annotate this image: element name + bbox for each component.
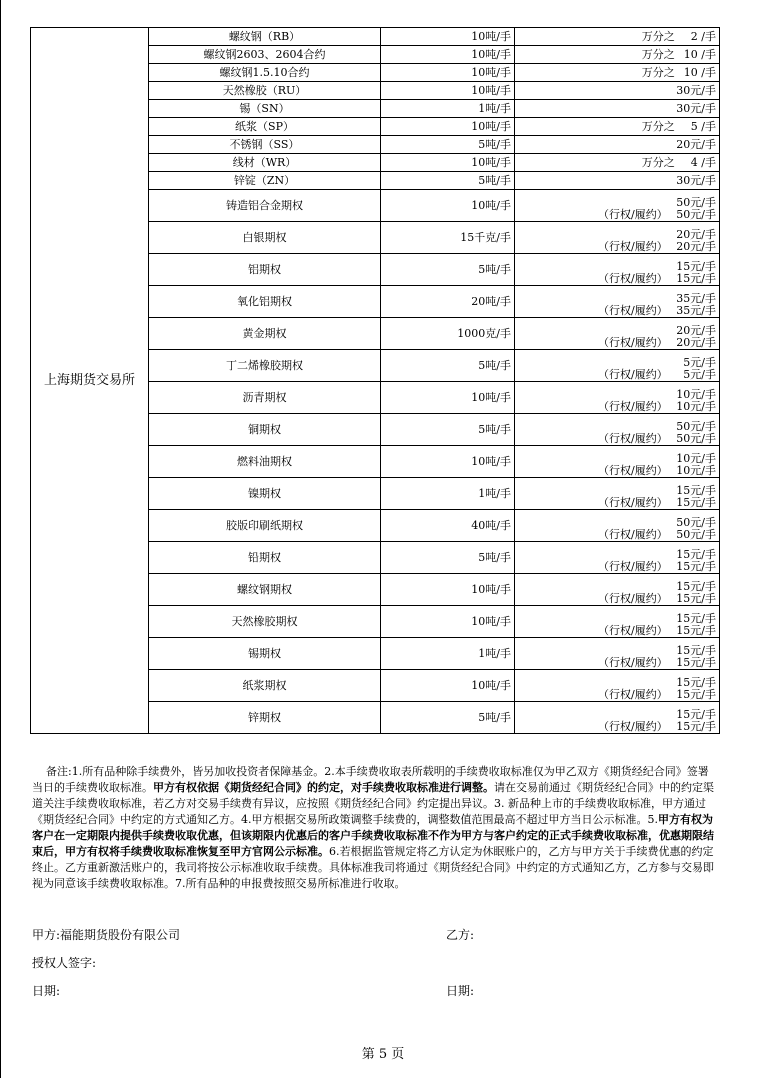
exercise-fee: 15元/手 [676,591,716,605]
fee-value: 30元/手 [676,101,716,115]
exercise-fee: 50元/手 [676,527,716,541]
option-fee-values [676,389,716,413]
exercise-label: （行权/履约） [598,495,668,509]
product-cell: 纸浆（SP） [149,118,381,136]
exercise-fee: 15元/手 [676,559,716,573]
option-fee-block [518,191,716,221]
option-fee-block [518,575,716,605]
fee-cell [515,118,720,136]
trade-fee: 15元/手 [676,643,716,657]
page-left-border [0,0,1,1078]
unit-cell: 10吨/手 [381,46,515,64]
unit-cell: 5吨/手 [381,542,515,574]
fee-cell [515,136,720,154]
date-b-label: 日期: [446,984,475,998]
fee-cell [515,542,720,574]
fee-prefix: 万分之 [641,29,675,43]
remarks-part-3: 6.若根据监管规定将乙方认定为休眠账户的，乙方与甲方关于手续费优惠的约定终止。乙方重新激活账户的，我司将按公示标准收取手续费。具体标准我司将通过《期货经纪合同》中约定的方式通知乙方，乙方参与交易即视为同意该手续费收取标准。7.所有品种的申报费按照交易所标准进行收取。 [32,845,714,890]
product-cell: 锌期权 [149,702,381,734]
exercise-fee: 5元/手 [683,367,716,381]
party-b-label: 乙方: [446,928,475,942]
remarks-bold-1: 甲方有权依据《期货经纪合同》的约定，对手续费收取标准进行调整。 [153,781,494,794]
fee-prefix: 万分之 [641,65,675,79]
product-cell: 氧化铝期权 [149,286,381,318]
exercise-fee: 15元/手 [676,655,716,669]
product-cell: 铝期权 [149,254,381,286]
option-fee-block [518,671,716,701]
product-cell: 天然橡胶（RU） [149,82,381,100]
option-fee-values [676,293,716,317]
remarks-part-2: 请在交易前通过《期货经纪合同》中的约定渠道关注手续费收取标准，若乙方对交易手续费有异议，应按照《期货经纪合同》约定提出异议。3. 新品种上市的手续费收取标准，甲方通过《期货经纪合同》中约定的方式通知乙方。4.甲方根据交易所政策调整手续费的，调整数值范围最高不超过甲方当日公示标准。5. [32,781,714,826]
option-fee-block [518,543,716,573]
product-cell: 螺纹钢期权 [149,574,381,606]
trade-fee: 35元/手 [676,291,716,305]
exercise-fee: 15元/手 [676,495,716,509]
fee-cell [515,172,720,190]
unit-cell: 10吨/手 [381,118,515,136]
product-cell: 螺纹钢（RB） [149,28,381,46]
unit-cell: 1吨/手 [381,478,515,510]
unit-cell: 20吨/手 [381,286,515,318]
trade-fee: 15元/手 [676,675,716,689]
trade-fee: 15元/手 [676,579,716,593]
option-fee-values [676,645,716,669]
exercise-label: （行权/履约） [598,655,668,669]
unit-cell: 10吨/手 [381,670,515,702]
exercise-fee: 15元/手 [676,687,716,701]
trade-fee: 50元/手 [676,419,716,433]
exercise-label: （行权/履约） [598,335,668,349]
fee-table [30,27,720,734]
fee-cell [515,382,720,414]
option-fee-block [518,319,716,349]
fee-cell [515,254,720,286]
exercise-fee: 15元/手 [676,623,716,637]
option-fee-block [518,223,716,253]
product-cell: 镍期权 [149,478,381,510]
product-cell: 螺纹钢2603、2604合约 [149,46,381,64]
fee-cell [515,28,720,46]
exercise-label: （行权/履约） [598,623,668,637]
option-fee-block [518,511,716,541]
fee-cell [515,446,720,478]
exercise-label: （行权/履约） [598,303,668,317]
trade-fee: 50元/手 [676,195,716,209]
option-fee-values [676,677,716,701]
trade-fee: 15元/手 [676,483,716,497]
product-cell: 线材（WR） [149,154,381,172]
option-fee-values [676,613,716,637]
option-fee-values [676,197,716,221]
fee-cell [515,702,720,734]
fee-suffix: /手 [701,47,716,61]
exercise-label: （行权/履约） [598,463,668,477]
exercise-label: （行权/履约） [598,431,668,445]
fee-value: 10 [683,65,698,79]
fee-cell [515,318,720,350]
fee-value: 30元/手 [676,173,716,187]
unit-cell: 10吨/手 [381,190,515,222]
option-fee-values [676,325,716,349]
fee-cell [515,414,720,446]
trade-fee: 20元/手 [676,227,716,241]
fee-value: 10 [683,47,698,61]
exercise-label: （行权/履约） [598,271,668,285]
unit-cell: 10吨/手 [381,28,515,46]
fee-suffix: /手 [701,119,716,133]
exercise-fee: 50元/手 [676,431,716,445]
option-fee-values [683,357,716,381]
fee-cell [515,670,720,702]
fee-cell [515,64,720,82]
option-fee-block [518,703,716,733]
product-cell: 锌锭（ZN） [149,172,381,190]
fee-cell [515,350,720,382]
option-fee-block [518,479,716,509]
trade-fee: 10元/手 [676,451,716,465]
page-number: 第 5 页 [361,1047,405,1062]
fee-cell [515,190,720,222]
product-cell: 黄金期权 [149,318,381,350]
fee-cell [515,574,720,606]
option-fee-values [676,485,716,509]
option-fee-block [518,639,716,669]
exchange-cell: 上海期货交易所 [31,28,149,734]
trade-fee: 15元/手 [676,547,716,561]
exercise-fee: 35元/手 [676,303,716,317]
exercise-label: （行权/履约） [598,207,668,221]
exercise-fee: 20元/手 [676,239,716,253]
option-fee-block [518,351,716,381]
exercise-fee: 10元/手 [676,463,716,477]
product-cell: 丁二烯橡胶期权 [149,350,381,382]
party-a-label: 甲方:福能期货股份有限公司 [32,928,181,942]
option-fee-values [676,517,716,541]
option-fee-values [676,709,716,733]
fee-value: 5 [690,119,698,133]
unit-cell: 40吨/手 [381,510,515,542]
product-cell: 锡（SN） [149,100,381,118]
unit-cell: 10吨/手 [381,64,515,82]
trade-fee: 5元/手 [683,355,716,369]
unit-cell: 1吨/手 [381,100,515,118]
option-fee-block [518,447,716,477]
fee-prefix: 万分之 [641,119,675,133]
fee-prefix: 万分之 [641,155,675,169]
fee-cell [515,510,720,542]
authorized-signature-label: 授权人签字: [32,956,97,970]
fee-cell [515,100,720,118]
option-fee-values [676,453,716,477]
table-row [31,28,720,46]
fee-cell [515,478,720,510]
product-cell: 铜期权 [149,414,381,446]
exercise-label: （行权/履约） [598,239,668,253]
option-fee-values [676,261,716,285]
remarks-paragraph [32,764,716,892]
exercise-label: （行权/履约） [598,559,668,573]
product-cell: 燃料油期权 [149,446,381,478]
option-fee-block [518,607,716,637]
trade-fee: 15元/手 [676,259,716,273]
unit-cell: 15千克/手 [381,222,515,254]
exercise-label: （行权/履约） [598,399,668,413]
trade-fee: 15元/手 [676,611,716,625]
option-fee-values [676,581,716,605]
fee-value: 4 [690,155,698,169]
product-cell: 胶版印刷纸期权 [149,510,381,542]
product-cell: 锡期权 [149,638,381,670]
fee-suffix: /手 [701,29,716,43]
unit-cell: 5吨/手 [381,702,515,734]
unit-cell: 1000克/手 [381,318,515,350]
exercise-fee: 50元/手 [676,207,716,221]
fee-suffix: /手 [701,155,716,169]
product-cell: 白银期权 [149,222,381,254]
unit-cell: 10吨/手 [381,382,515,414]
fee-cell [515,46,720,64]
unit-cell: 5吨/手 [381,254,515,286]
product-cell: 螺纹钢1.5.10合约 [149,64,381,82]
unit-cell: 10吨/手 [381,82,515,100]
fee-suffix: /手 [701,65,716,79]
fee-cell [515,82,720,100]
trade-fee: 50元/手 [676,515,716,529]
fee-cell [515,222,720,254]
option-fee-block [518,255,716,285]
date-a-label: 日期: [32,984,61,998]
exercise-label: （行权/履约） [598,591,668,605]
remarks-bold-2: 甲方有权为客户在一定期限内提供手续费收取优惠，但该期限内优惠后的客户手续费收取标准不作为甲方与客户约定的正式手续费收取标准，优惠期限结束后，甲方有权将手续费收取标准恢复至甲方官网公示标准。 [32,813,714,858]
remarks-part-1: 备注:1.所有品种除手续费外，皆另加收投资者保障基金。2.本手续费收取表所载明的手续费收取标准仅为甲乙双方《期货经纪合同》签署当日的手续费收取标准。 [32,765,709,794]
trade-fee: 20元/手 [676,323,716,337]
exercise-fee: 15元/手 [676,271,716,285]
option-fee-values [676,549,716,573]
unit-cell: 1吨/手 [381,638,515,670]
exercise-fee: 20元/手 [676,335,716,349]
option-fee-block [518,287,716,317]
unit-cell: 10吨/手 [381,154,515,172]
fee-prefix: 万分之 [641,47,675,61]
exercise-label: （行权/履约） [598,367,668,381]
option-fee-values [676,229,716,253]
product-cell: 铸造铝合金期权 [149,190,381,222]
unit-cell: 5吨/手 [381,350,515,382]
exercise-fee: 10元/手 [676,399,716,413]
unit-cell: 10吨/手 [381,574,515,606]
fee-value: 30元/手 [676,83,716,97]
fee-value: 20元/手 [676,137,716,151]
option-fee-block [518,383,716,413]
exercise-label: （行权/履约） [598,527,668,541]
unit-cell: 5吨/手 [381,136,515,154]
unit-cell: 5吨/手 [381,414,515,446]
exercise-label: （行权/履约） [598,687,668,701]
trade-fee: 15元/手 [676,707,716,721]
option-fee-values [676,421,716,445]
fee-cell [515,638,720,670]
option-fee-block [518,415,716,445]
unit-cell: 5吨/手 [381,172,515,190]
fee-cell [515,606,720,638]
trade-fee: 10元/手 [676,387,716,401]
unit-cell: 10吨/手 [381,606,515,638]
fee-cell [515,154,720,172]
unit-cell: 10吨/手 [381,446,515,478]
fee-value: 2 [690,29,698,43]
exercise-label: （行权/履约） [598,719,668,733]
product-cell: 铅期权 [149,542,381,574]
exercise-fee: 15元/手 [676,719,716,733]
fee-cell [515,286,720,318]
product-cell: 天然橡胶期权 [149,606,381,638]
product-cell: 沥青期权 [149,382,381,414]
product-cell: 纸浆期权 [149,670,381,702]
product-cell: 不锈钢（SS） [149,136,381,154]
